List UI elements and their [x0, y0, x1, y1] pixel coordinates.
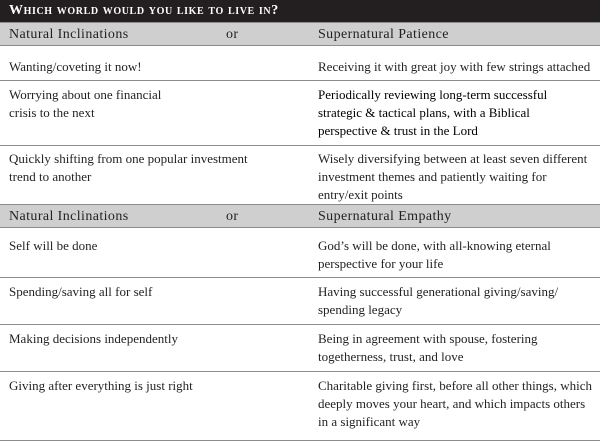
right-cell	[318, 86, 594, 140]
left-cell-line: trend to another	[9, 169, 92, 184]
right-cell	[318, 150, 594, 204]
right-cell-line: deeply moves your heart, and which impacts others	[318, 396, 586, 411]
right-header: Supernatural Patience	[318, 27, 449, 42]
row-divider	[0, 440, 600, 441]
section-header-patience	[0, 22, 600, 46]
right-cell-line: Being in agreement with spouse, fostering	[318, 331, 538, 346]
right-cell-line: perspective & trust in the Lord	[318, 123, 478, 138]
right-cell-line: Charitable giving first, before all other things, which	[318, 378, 593, 393]
section-header-empathy	[0, 204, 600, 228]
right-cell: Receiving it with great joy with few strings attached	[318, 59, 591, 74]
right-cell-line: spending legacy	[318, 302, 403, 317]
right-cell-line: Wisely diversifying between at least seven different	[318, 151, 588, 166]
left-cell: Self will be done	[9, 238, 98, 253]
left-header: Natural Inclinations	[9, 209, 129, 224]
right-cell	[318, 330, 594, 366]
row-divider	[0, 80, 600, 81]
left-cell-line: crisis to the next	[9, 105, 95, 120]
right-cell-line: in a significant way	[318, 414, 421, 429]
left-cell: Making decisions independently	[9, 331, 178, 346]
left-cell	[9, 86, 279, 122]
left-header: Natural Inclinations	[9, 27, 129, 42]
right-cell-line: entry/exit points	[318, 187, 403, 202]
right-cell	[318, 377, 594, 431]
row-divider	[0, 277, 600, 278]
right-cell	[318, 283, 594, 319]
page-title: Which world would you like to live in?	[0, 0, 600, 22]
left-cell	[9, 150, 279, 186]
right-cell-line: Having successful generational giving/saving/	[318, 284, 559, 299]
left-cell: Giving after everything is just right	[9, 378, 193, 393]
row-divider	[0, 324, 600, 325]
left-cell-line: Worrying about one financial	[9, 87, 162, 102]
row-divider	[0, 145, 600, 146]
or-label: or	[226, 209, 239, 224]
left-cell: Spending/saving all for self	[9, 284, 153, 299]
left-cell-line: Quickly shifting from one popular investment	[9, 151, 248, 166]
right-cell-line: Periodically reviewing long-term successful	[318, 87, 548, 102]
right-cell-line: perspective for your life	[318, 256, 444, 271]
right-cell-line: strategic & tactical plans, with a Biblical	[318, 105, 530, 120]
right-cell-line: God’s will be done, with all-knowing eternal	[318, 238, 551, 253]
right-cell	[318, 237, 594, 273]
or-label: or	[226, 27, 239, 42]
right-cell-line: investment themes and patiently waiting for	[318, 169, 547, 184]
row-divider	[0, 371, 600, 372]
right-cell-line: togetherness, trust, and love	[318, 349, 464, 364]
left-cell: Wanting/coveting it now!	[9, 59, 142, 74]
right-header: Supernatural Empathy	[318, 209, 452, 224]
